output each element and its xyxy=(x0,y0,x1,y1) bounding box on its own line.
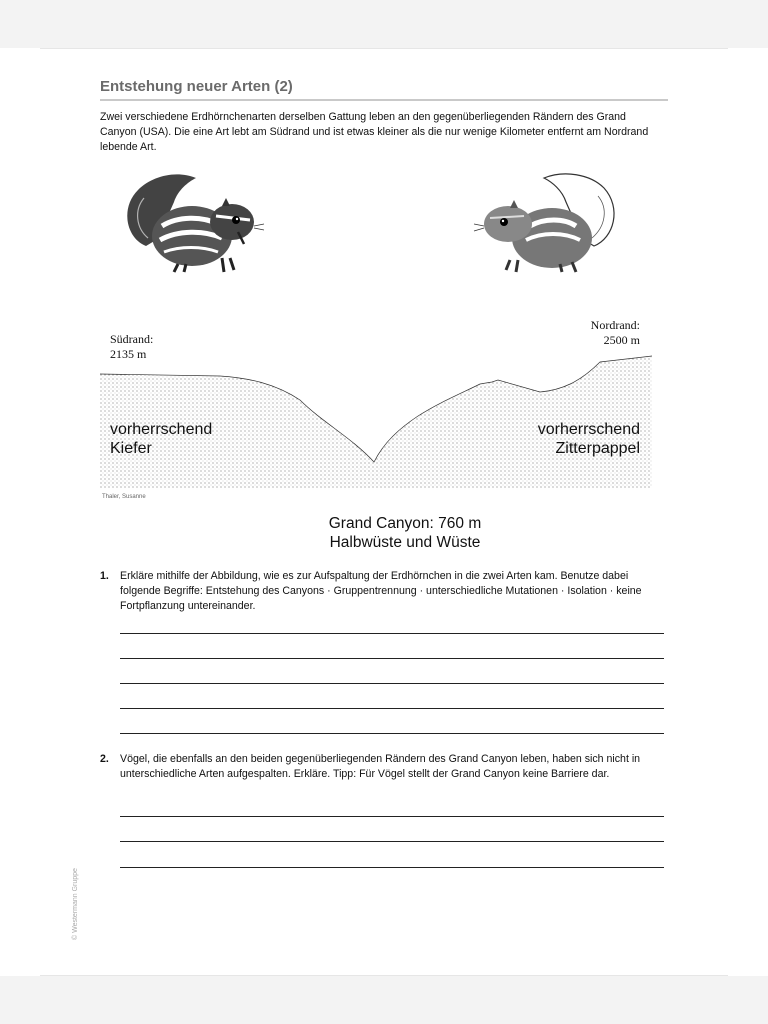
squirrel-north-illustration xyxy=(472,168,622,278)
canyon-climate: Halbwüste und Wüste xyxy=(329,534,481,551)
answer-line[interactable] xyxy=(120,867,664,868)
north-vegetation-line1: vorherrschend xyxy=(537,421,640,438)
answer-line[interactable] xyxy=(120,633,664,634)
illustration-credit: Thaler, Susanne xyxy=(102,494,146,500)
worksheet-page xyxy=(0,48,768,976)
copyright-notice: © Westermann Gruppe xyxy=(72,868,79,940)
north-rim-label xyxy=(560,318,640,348)
south-vegetation-line2: Kiefer xyxy=(110,440,152,457)
worksheet-title: Entstehung neuer Arten (2) xyxy=(100,78,668,101)
south-vegetation-label xyxy=(110,420,212,458)
task-2-number: 2. xyxy=(100,753,109,765)
task-1-number: 1. xyxy=(100,570,109,582)
task-1-text: Erkläre mithilfe der Abbildung, wie es zur Aufspaltung der Erdhörnchen in die zwei Arten kam. Benutze dabei folgende Begriffe: Entstehung des Canyons · Gruppentrennung · unterschiedliche Mutationen · Isolation · keine Fortpflanzung untereinander. xyxy=(120,570,642,612)
south-rim-height: 2135 m xyxy=(110,347,147,361)
answer-line[interactable] xyxy=(120,816,664,817)
page-bottom-edge xyxy=(40,975,728,976)
canyon-caption xyxy=(250,514,560,552)
north-rim-name: Nordrand: xyxy=(590,318,640,332)
intro-text: Zwei verschiedene Erdhörnchenarten derselben Gattung leben an den gegenüberliegenden Rändern des Grand Canyon (USA). Die eine Art lebt am Südrand und ist etwas kleiner als die nur wenige Kilometer entfernt am Nordrand lebende Art. xyxy=(100,111,649,153)
north-vegetation-line2: Zitterpappel xyxy=(555,440,640,457)
answer-line[interactable] xyxy=(120,733,664,734)
north-rim-height: 2500 m xyxy=(603,333,640,347)
answer-line[interactable] xyxy=(120,683,664,684)
south-vegetation-line1: vorherrschend xyxy=(110,421,213,438)
page-top-edge xyxy=(40,48,728,49)
answer-line[interactable] xyxy=(120,658,664,659)
north-vegetation-label xyxy=(480,420,640,458)
answer-line[interactable] xyxy=(120,841,664,842)
squirrel-south-illustration xyxy=(118,168,268,278)
canyon-depth: Grand Canyon: 760 m xyxy=(328,515,482,532)
answer-line[interactable] xyxy=(120,708,664,709)
south-rim-name: Südrand: xyxy=(110,332,154,346)
task-2-text: Vögel, die ebenfalls an den beiden gegenüberliegenden Rändern des Grand Canyon leben, haben sich nicht in unterschiedliche Arten aufgespalten. Erkläre. Tipp: Für Vögel stellt der Grand Canyon keine Barriere dar. xyxy=(120,753,641,780)
south-rim-label xyxy=(110,332,153,362)
